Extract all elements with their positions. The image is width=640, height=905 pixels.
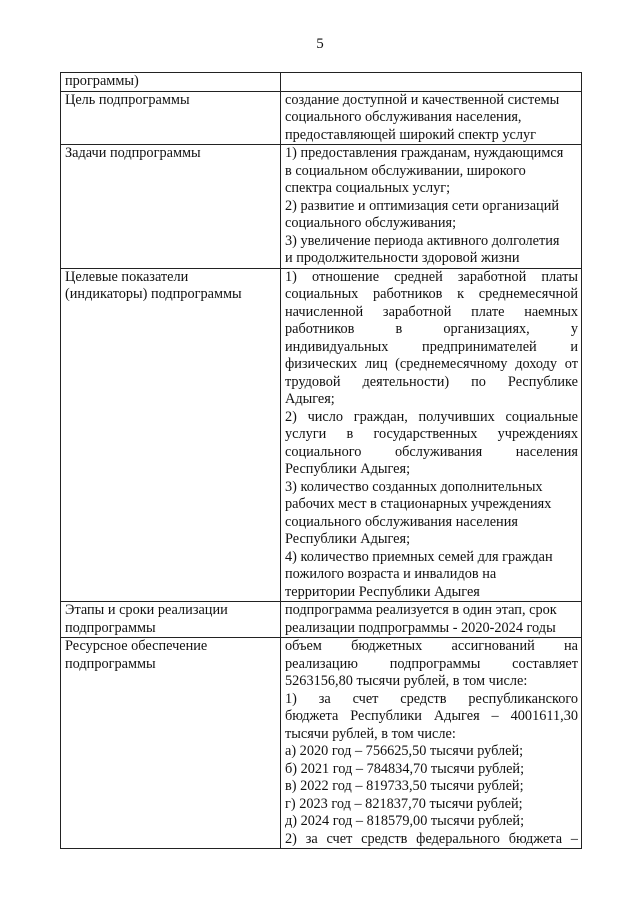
table-row <box>61 638 582 849</box>
row-value-line: в) 2022 год – 819733,50 тысячи рублей; <box>285 778 524 794</box>
row-value-line: Республики Адыгея; <box>285 531 411 547</box>
row-value-line: 1) за счет средств республиканского <box>285 690 578 707</box>
row-value-cell <box>281 145 582 269</box>
row-label-line: Этапы и сроки реализации <box>65 602 228 618</box>
row-label-cell <box>61 91 281 145</box>
row-value-line: а) 2020 год – 756625,50 тысячи рублей; <box>285 743 524 759</box>
row-value-cell <box>281 638 582 849</box>
row-value-line: спектра социальных услуг; <box>285 180 451 196</box>
row-label-line: подпрограммы <box>65 619 156 636</box>
row-value-line: создание доступной и качественной системы <box>285 91 560 108</box>
row-label-cell <box>61 145 281 269</box>
row-label-line: Целевые показатели <box>65 268 189 285</box>
row-value-line: 1) предоставления гражданам, нуждающимся <box>285 145 564 161</box>
row-value-line: рабочих мест в стационарных учреждениях <box>285 496 552 512</box>
row-value-line: 3) увеличение периода активного долголетия <box>285 232 560 249</box>
passport-table-body <box>61 73 582 849</box>
row-value-line: реализацию подпрограммы составляет <box>285 655 578 672</box>
row-value-line: индивидуальных предпринимателей и <box>285 338 578 355</box>
subprogram-passport-table <box>60 72 582 849</box>
row-value-line: в социальном обслуживании, широкого <box>285 162 526 179</box>
row-value-line: 4) количество приемных семей для граждан <box>285 548 553 565</box>
row-value-line: социального обслуживания населения <box>285 513 518 530</box>
row-value-line: реализации подпрограммы - 2020-2024 годы <box>285 619 556 636</box>
row-value-line: трудовой деятельности) по Республике <box>285 373 578 390</box>
row-label-cell <box>61 73 281 92</box>
table-row <box>61 268 582 602</box>
row-value-line: 3) количество созданных дополнительных <box>285 478 543 495</box>
row-label-line: Ресурсное обеспечение <box>65 638 208 654</box>
row-label-cell <box>61 602 281 638</box>
row-label-line: подпрограммы <box>65 655 156 672</box>
table-row <box>61 91 582 145</box>
row-label-cell <box>61 268 281 602</box>
row-label-line: Цель подпрограммы <box>65 91 190 108</box>
row-value-line: и продолжительности здоровой жизни <box>285 250 520 266</box>
row-value-line: социальных работников к среднемесячной <box>285 286 578 302</box>
page-number: 5 <box>316 36 324 52</box>
row-value-line: бюджета Республики Адыгея – 4001611,30 <box>285 708 578 724</box>
row-label-cell <box>61 638 281 849</box>
row-value-line: территории Республики Адыгея <box>285 583 480 600</box>
row-value-line: Адыгея; <box>285 391 335 407</box>
row-label-line: Задачи подпрограммы <box>65 145 201 161</box>
row-value-cell <box>281 602 582 638</box>
row-value-line: пожилого возраста и инвалидов на <box>285 566 497 582</box>
row-value-line: 5263156,80 тысячи рублей, в том числе: <box>285 673 528 689</box>
row-value-line: тысячи рублей, в том числе: <box>285 725 456 742</box>
row-value-line: начисленной заработной плате наемных <box>285 303 578 320</box>
row-value-line: 1) отношение средней заработной платы <box>285 268 578 285</box>
row-label-line: программы) <box>65 73 139 89</box>
table-row <box>61 73 582 92</box>
row-value-line: 2) развитие и оптимизация сети организаций <box>285 197 560 214</box>
row-value-cell <box>281 268 582 602</box>
row-value-line: услуги в государственных учреждениях <box>285 426 578 442</box>
row-label-line: (индикаторы) подпрограммы <box>65 286 242 302</box>
row-value-line: социального обслуживания; <box>285 215 457 231</box>
row-value-line: 2) число граждан, получивших социальные <box>285 408 578 425</box>
row-value-line: социального обслуживания населения, <box>285 109 522 125</box>
row-value-line: б) 2021 год – 784834,70 тысячи рублей; <box>285 760 525 777</box>
row-value-cell <box>281 73 582 92</box>
row-value-line: объем бюджетных ассигнований на <box>285 638 578 654</box>
row-value-line: подпрограмма реализуется в один этап, срок <box>285 602 557 618</box>
row-value-line: работников в организациях, у <box>285 321 578 337</box>
table-row <box>61 602 582 638</box>
row-value-line: социального обслуживания населения <box>285 443 578 460</box>
row-value-line: Республики Адыгея; <box>285 461 411 477</box>
table-row <box>61 145 582 269</box>
row-value-line: д) 2024 год – 818579,00 тысячи рублей; <box>285 813 525 829</box>
row-value-line: 2) за счет средств федерального бюджета – <box>285 830 578 847</box>
row-value-cell <box>281 91 582 145</box>
row-value-line: физических лиц (среднемесячному доходу от <box>285 356 578 372</box>
row-value-line: предоставляющей широкий спектр услуг <box>285 126 537 143</box>
row-value-line: г) 2023 год – 821837,70 тысячи рублей; <box>285 795 523 812</box>
